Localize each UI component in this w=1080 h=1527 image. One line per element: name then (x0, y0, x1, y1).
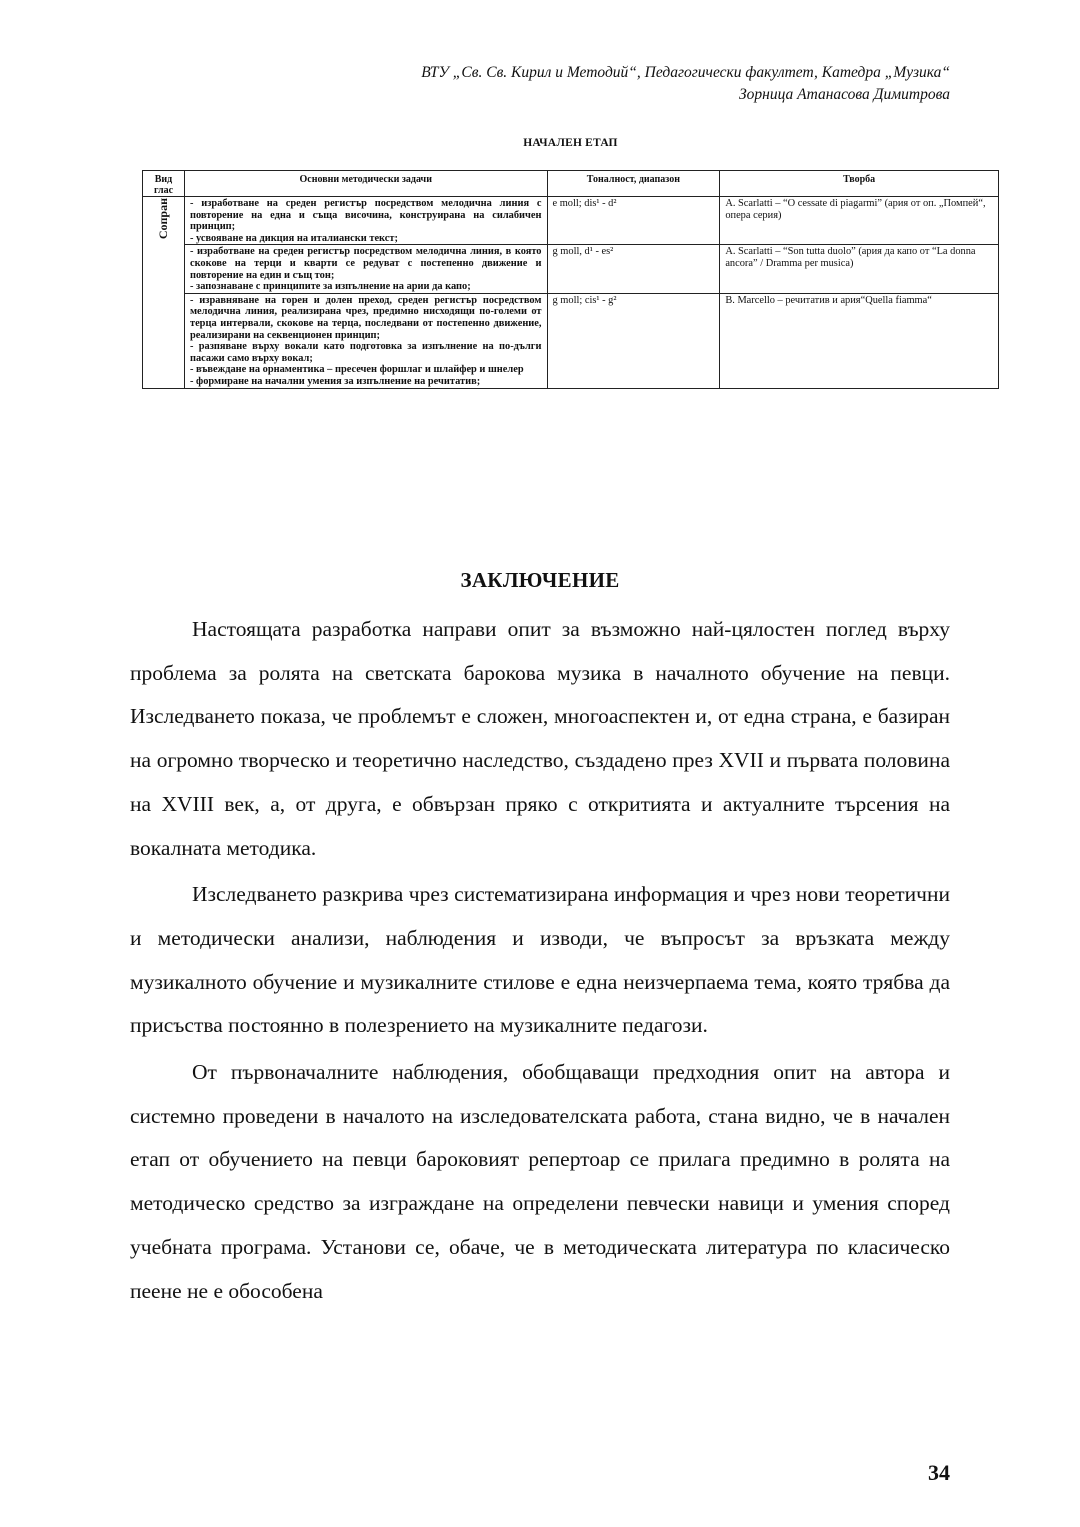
section-title: ЗАКЛЮЧЕНИЕ (460, 568, 620, 592)
work-cell: A. Scarlatti – “Son tutta duolo” (ария да капо от “La donna ancora” / Dramma per musica) (720, 245, 999, 293)
header-tasks: Основни методически задачи (184, 171, 547, 197)
header-work: Творба (720, 171, 999, 197)
header-institution: ВТУ „Св. Св. Кирил и Методий“, Педагогически факултет, Катедра „Музика“ (421, 64, 950, 81)
methodical-tasks-table (142, 170, 999, 389)
tasks-cell: - изравняване на горен и долен преход, среден регистър посредством мелодична линия, реализирана чрез, предимно нисходящи по-големи от терца интервали, скокове на терца, последвани от постепенно движение, реализирани на секвенционен принцип; - разпяване върху вокали като подготовка за изпълнение на по-дълги пасажи само върху вокал; - въвеждане на орнаментика – пресечен форшлаг и шлайфер и шнелер - формиране на начални умения за изпълнение на речитатив; (184, 293, 547, 388)
page-number: 34 (928, 1460, 950, 1485)
work-cell: B. Marcello – речитатив и ария“Quella fiamma“ (720, 293, 999, 388)
page-header (130, 62, 950, 106)
voice-type-label: Сопран (155, 198, 170, 240)
tasks-cell: - изработване на среден регистър посредством мелодична линия, в която скокове на терци и кварти се редуват с постепенно движение и повторение на един и същ тон; - запознаване с принципите за изпълнение на арии да капо; (184, 245, 547, 293)
table-header-row (143, 171, 999, 197)
header-voice-type: Вид глас (143, 171, 185, 197)
voice-type-cell (143, 197, 185, 389)
paragraph: Настоящата разработка направи опит за възможно най-цялостен поглед върху проблема за ролята на светската барокова музика в началното обучение на певци. Изследването показа, че проблемът е сложен, многоаспектен и, от една страна, е базиран на огромно творческо и теоретично наследство, създадено през XVII и първата половина на XVIII век, а, от друга, е обвързан пряко с откритията и актуалните търсения на вокалната методика. (130, 617, 950, 860)
paragraph: Изследването разкрива чрез систематизирана информация и чрез нови теоретични и методически анализи, наблюдения и изводи, че въпросът за връзката между музикалното обучение и музикалните стилове е една неизчерпаема тема, която трябва да присъства постоянно в полезрението на музикалните педагози. (130, 882, 950, 1038)
work-cell: A. Scarlatti – “O cessate di piagarmi” (ария от оп. „Помпей“, опера серия) (720, 197, 999, 245)
header-author: Зорница Атанасова Димитрова (738, 86, 950, 103)
conclusion-body (130, 608, 950, 1316)
table-row (143, 293, 999, 388)
table-row (143, 245, 999, 293)
table-title: НАЧАЛЕН ЕТАП (523, 137, 618, 149)
paragraph: От първоначалните наблюдения, обобщаващи предходния опит на автора и системно проведени в началото на изследователската работа, стана видно, че в начален етап от обучението на певци бароковият репертоар се прилага предимно в ролята на методическо средство за изграждане на определени певчески навици и умения според учебната програма. Установи се, обаче, че в методическата литература по класическо пеене не е обособена (130, 1060, 950, 1303)
table-row (143, 197, 999, 245)
key-range-cell: g moll, d¹ - es² (547, 245, 720, 293)
key-range-cell: g moll; cis¹ - g² (547, 293, 720, 388)
tasks-cell: - изработване на среден регистър посредством мелодична линия с повторение на една и съща височина, конструирана на силабичен принцип; - усвояване на дикция на италиански текст; (184, 197, 547, 245)
header-key-range: Тоналност, диапазон (547, 171, 720, 197)
key-range-cell: e moll; dis¹ - d² (547, 197, 720, 245)
